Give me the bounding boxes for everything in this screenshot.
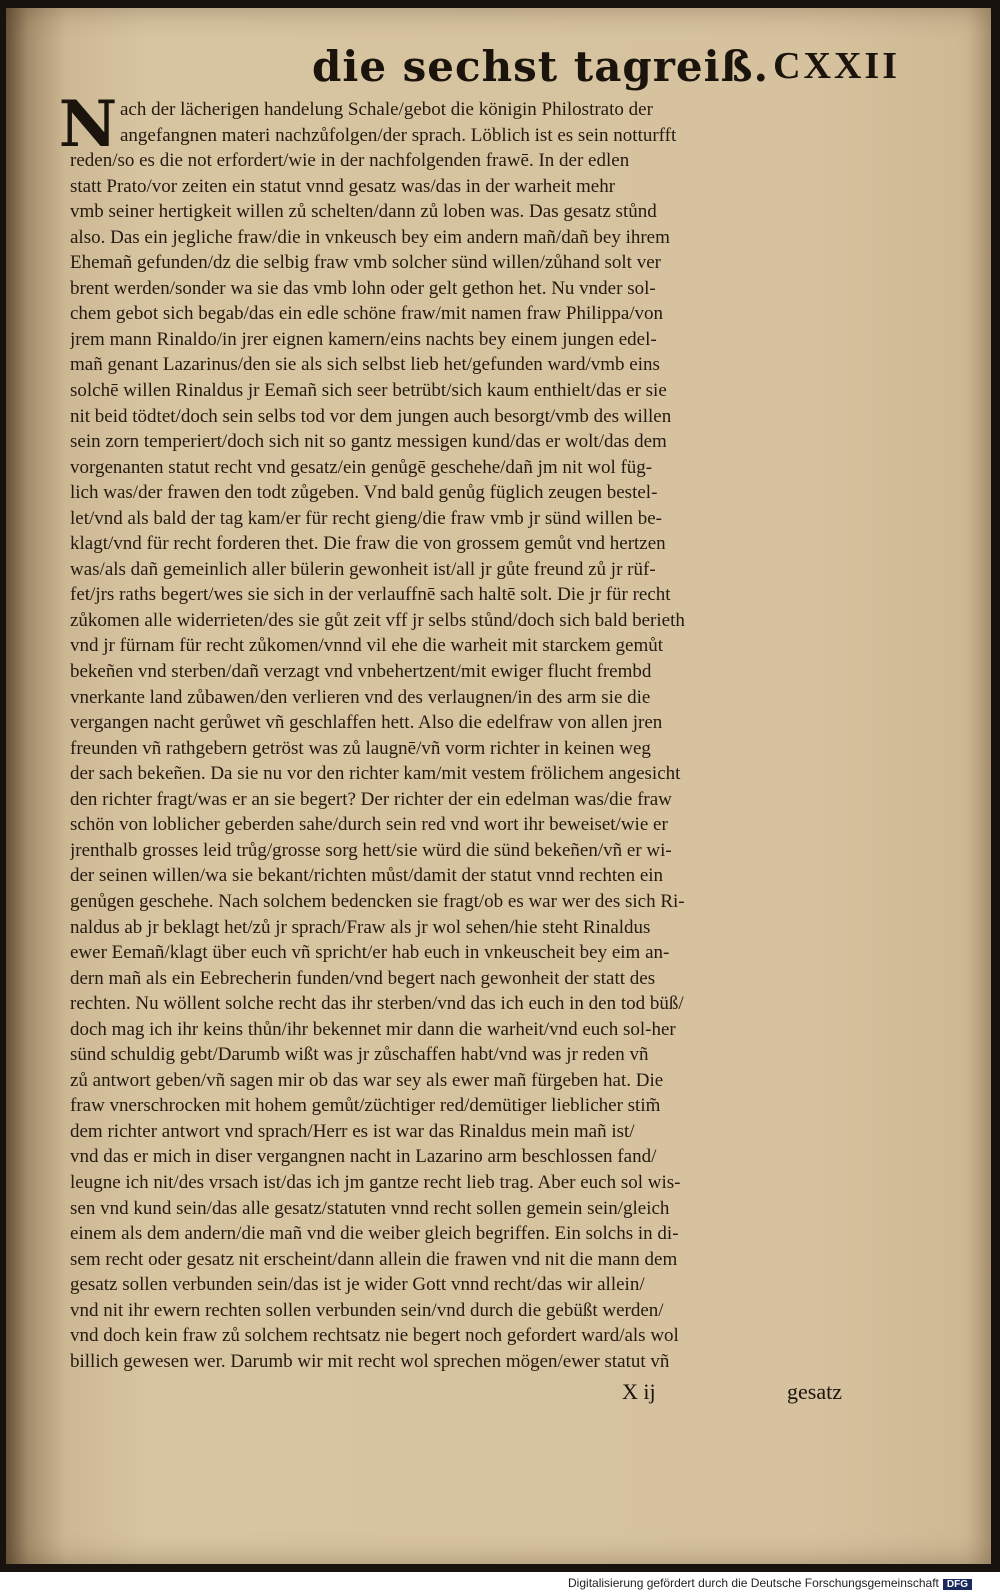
text-line: naldus ab jr beklagt het/zů jr sprach/Fraw als jr wol sehen/hie steht Rinaldus bbox=[70, 916, 651, 938]
text-line: der seinen willen/wa sie bekant/richten můst/damit der statut vnnd rechten ein bbox=[70, 865, 664, 887]
text-line: rechten. Nu wöllent solche recht das ihr sterben/vnd das ich euch in den tod büß/ bbox=[70, 993, 684, 1015]
text-line: klagt/vnd für recht forderen thet. Die fraw die von grossem gemůt vnd hertzen bbox=[70, 533, 666, 555]
catchword: gesatz bbox=[787, 1379, 842, 1404]
text-line: doch mag ich ihr keins thůn/ihr bekennet mir dann die warheit/vnd euch sol-her bbox=[70, 1018, 676, 1040]
text-line: sünd schuldig gebt/Darumb wißt was jr zůschaffen habt/vnd was jr reden vñ bbox=[70, 1044, 649, 1066]
page-footer bbox=[600, 1379, 860, 1409]
text-line: solchē willen Rinaldus jr Eemañ sich seer betrübt/sich kaum enthielt/das er sie bbox=[70, 380, 667, 402]
text-line: vergangen nacht gerůwet vñ geschlaffen hett. Also die edelfraw von allen jren bbox=[70, 712, 663, 734]
text-line: Ehemañ gefunden/dz die selbig fraw vmb solcher sünd willen/zůhand solt ver bbox=[70, 252, 661, 274]
text-line: also. Das ein jegliche fraw/die in vnkeusch bey eim andern mañ/dañ bey ihrem bbox=[70, 226, 670, 248]
text-line: gesatz sollen verbunden sein/das ist je wider Gott vnnd recht/das wir allein/ bbox=[70, 1274, 645, 1296]
text-line: sen vnd kund sein/das alle gesatz/statuten vnnd recht sollen gemein sein/gleich bbox=[70, 1197, 670, 1219]
text-line: dern mañ als ein Eebrecherin funden/vnd begert nach gewonheit der statt des bbox=[70, 967, 656, 989]
text-line: mañ genant Lazarinus/den sie als sich selbst lieb het/gefunden ward/vmb eins bbox=[70, 354, 660, 376]
text-line: bekeñen vnd sterben/dañ verzagt vnd vnbehertzent/mit ewiger flucht frembd bbox=[70, 661, 652, 683]
signature-mark: X ij bbox=[622, 1379, 656, 1404]
text-line: vmb seiner hertigkeit willen zů schelten/dann zů loben was. Das gesatz stůnd bbox=[70, 201, 657, 223]
text-line: vnd doch kein fraw zů solchem rechtsatz nie begert noch gefordert ward/als wol bbox=[70, 1325, 679, 1347]
text-line: vorgenanten statut recht vnd gesatz/ein genůgē geschehe/dañ jm nit wol füg- bbox=[70, 456, 653, 478]
text-line: jrem mann Rinaldo/in jrer eignen kamern/eins nachts bey einem jungen edel- bbox=[70, 328, 657, 350]
text-line: angefangnen materi nachzůfolgen/der sprach. Löblich ist es sein notturfft bbox=[120, 124, 677, 146]
text-line: vnerkante land zůbawen/den verlieren vnd des verlaugnen/in des arm sie die bbox=[70, 686, 651, 708]
page-header bbox=[60, 40, 900, 100]
text-line: statt Prato/vor zeiten ein statut vnnd gesatz was/das in der warheit mehr bbox=[70, 175, 616, 197]
text-line: fet/jrs raths begert/wes sie sich in der verlauffnē sach haltē solt. Die jr für recht bbox=[70, 584, 671, 606]
text-line: vnd jr fürnam für recht zůkomen/vnnd vil ehe die warheit mit starckem gemůt bbox=[70, 635, 664, 657]
text-line: der sach bekeñen. Da sie nu vor den richter kam/mit vestem frölichem angesicht bbox=[70, 763, 681, 785]
running-title: die sechst tagreiß. bbox=[312, 42, 770, 91]
text-line: einem als dem andern/die mañ vnd die weiber gleich begriffen. Ein solchs in di- bbox=[70, 1223, 679, 1245]
text-line: chem gebot sich begab/das ein edle schöne fraw/mit namen fraw Philippa/von bbox=[70, 303, 664, 325]
text-line: reden/so es die not erfordert/wie in der nachfolgenden frawē. In der edlen bbox=[70, 150, 630, 172]
text-line: genůgen geschehe. Nach solchem bedencken sie fragt/ob es war wer des sich Ri- bbox=[70, 890, 685, 912]
dfg-logo: DFG bbox=[943, 1579, 972, 1590]
text-line: vnd nit ihr ewern rechten sollen verbunden sein/vnd durch die gebüßt werden/ bbox=[70, 1299, 664, 1321]
text-line: was/als dañ gemeinlich aller bülerin gewonheit ist/all jr gůte freund zů jr rüf- bbox=[70, 558, 656, 580]
text-line: ach der lächerigen handelung Schale/gebot die königin Philostrato der bbox=[120, 99, 653, 120]
text-line: fraw vnerschrocken mit hohem gemůt/züchtiger red/demütiger lieblicher stim̃ bbox=[70, 1095, 661, 1117]
text-line: vnd das er mich in diser vergangnen nacht in Lazarino arm beschlossen fand/ bbox=[70, 1146, 657, 1168]
text-line: zů antwort geben/vñ sagen mir ob das war sey als ewer mañ fürgeben hat. Die bbox=[70, 1069, 664, 1091]
folio-number: CXXII bbox=[773, 45, 900, 87]
text-line: jrenthalb grosses leid trůg/grosse sorg hett/sie würd die sünd bekeñen/vñ er wi- bbox=[70, 839, 672, 861]
credit-text: Digitalisierung gefördert durch die Deutsche Forschungsgemeinschaft bbox=[568, 1576, 939, 1590]
text-line: sem recht oder gesatz nit erscheint/dann allein die frawen vnd nit die mann dem bbox=[70, 1248, 678, 1270]
text-line: billich gewesen wer. Darumb wir mit recht wol sprechen mögen/ewer statut vñ bbox=[70, 1350, 670, 1372]
body-text bbox=[70, 97, 860, 1374]
text-line: dem richter antwort vnd sprach/Herr es ist war das Rinaldus mein mañ ist/ bbox=[70, 1120, 635, 1142]
text-line: zůkomen alle widerrieten/des sie gůt zeit vff jr selbs stůnd/doch sich bald berieth bbox=[70, 609, 685, 631]
drop-initial: N bbox=[58, 87, 118, 162]
text-line: den richter fragt/was er an sie begert? Der richter der ein edelman was/die fraw bbox=[70, 788, 672, 810]
text-line: nit beid tödtet/doch sein selbs tod vor dem jungen auch besorgt/vmb des willen bbox=[70, 405, 672, 427]
digitization-credit bbox=[568, 1576, 972, 1590]
text-line: freunden vñ rathgebern getröst was zů laugnē/vñ vorm richter in keinen weg bbox=[70, 737, 651, 759]
text-line: schön von loblicher geberden sahe/durch sein red vnd wort ihr beweiset/wie er bbox=[70, 814, 668, 836]
text-line: let/vnd als bald der tag kam/er für recht gieng/die fraw vmb jr sünd willen be- bbox=[70, 507, 662, 529]
text-line: lich was/der frawen den todt zůgeben. Vnd bald genůg füglich zeugen bestel- bbox=[70, 482, 658, 504]
text-line: brent werden/sonder wa sie das vmb lohn oder gelt gethon het. Nu vnder sol- bbox=[70, 277, 656, 299]
text-line: sein zorn temperiert/doch sich nit so gantz messigen kund/das er wolt/das dem bbox=[70, 431, 667, 453]
text-line: ewer Eemañ/klagt über euch vñ spricht/er hab euch in vnkeuscheit bey eim an- bbox=[70, 942, 670, 964]
text-line: leugne ich nit/des vrsach ist/das ich jm gantze recht lieb trag. Aber euch sol wis- bbox=[70, 1171, 681, 1193]
